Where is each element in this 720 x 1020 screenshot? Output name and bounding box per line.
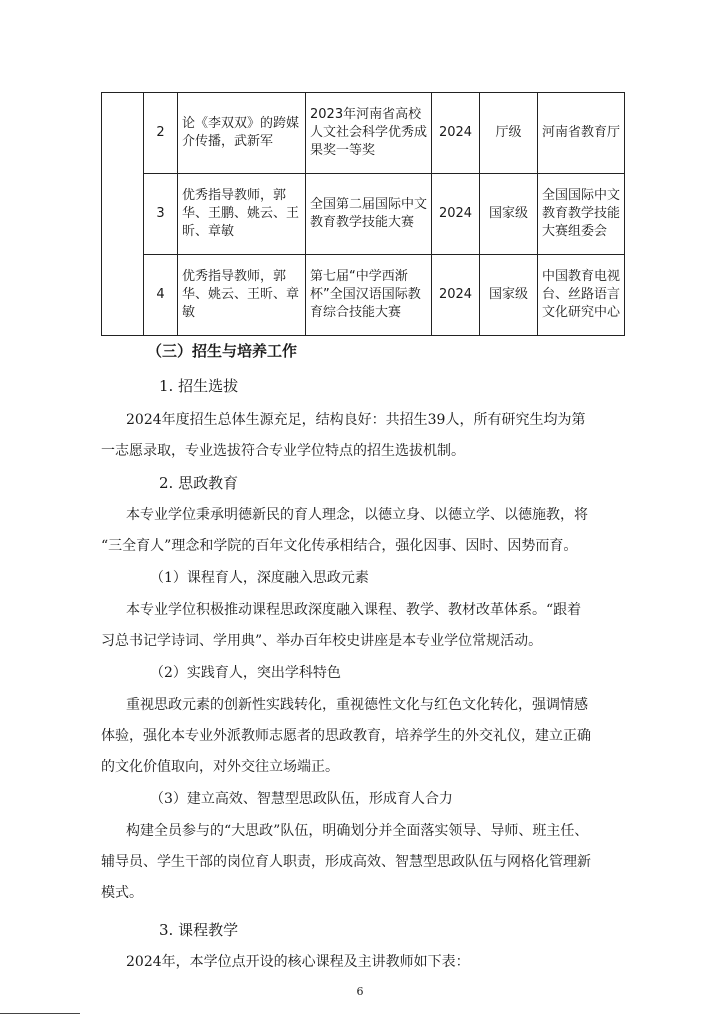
scan-edge-line [0,1013,80,1014]
awarding-organization: 河南省教育厅 [538,93,625,174]
award-name: 第七届“中学西渐杯”全国汉语国际教育综合技能大赛 [306,255,432,336]
paragraph-line: “三全育人”理念和学院的百年文化传承相结合，强化因事、因时、因势而育。 [101,538,578,554]
page-number: 6 [356,985,364,998]
award-year: 2024 [432,255,480,336]
paragraph-line: 构建全员参与的“大思政”队伍，明确划分并全面落实领导、导师、班主任、 [126,823,589,839]
point-heading: （1）课程育人，深度融入思政元素 [150,570,369,586]
achievement-title: 优秀指导教师，郭华、姚云、王昕、章敏 [178,255,306,336]
awarding-organization: 全国国际中文教育教学技能大赛组委会 [538,174,625,255]
award-level: 厅级 [480,93,538,174]
paragraph-line: 的文化价值取向，对外交往立场端正。 [101,759,339,775]
paragraph-line: 重视思政元素的创新性实践转化，重视德性文化与红色文化转化，强调情感 [126,697,588,713]
paragraph-line: 习总书记学诗词、学用典”、举办百年校史讲座是本专业学位常规活动。 [101,633,543,649]
table-row [102,174,625,255]
award-level: 国家级 [480,255,538,336]
subsection-heading-courses: 3. 课程教学 [159,921,239,939]
paragraph-line: 一志愿录取，专业选拔符合专业学位特点的招生选拔机制。 [101,443,465,459]
award-year: 2024 [432,93,480,174]
point-heading: （2）实践育人，突出学科特色 [150,665,341,681]
achievement-title: 优秀指导教师，郭华、王鹏、姚云、王昕、章敏 [178,174,306,255]
subsection-heading-admissions: 1. 招生选拔 [159,377,239,395]
award-name: 全国第二届国际中文教育教学技能大赛 [306,174,432,255]
row-number: 3 [144,174,178,255]
table-row [102,93,625,174]
subsection-heading-ideology: 2. 思政教育 [159,474,239,492]
paragraph-line: 本专业学位秉承明德新民的育人理念，以德立身、以德立学、以德施教，将 [126,507,588,523]
paragraph-line: 本专业学位积极推动课程思政深度融入课程、教学、教材改革体系。“跟着 [126,602,582,618]
paragraph-line: 2024年，本学位点开设的核心课程及主讲教师如下表： [126,954,470,970]
row-number: 4 [144,255,178,336]
table-row [102,255,625,336]
awarding-organization: 中国教育电视台、丝路语言文化研究中心 [538,255,625,336]
award-year: 2024 [432,174,480,255]
row-number: 2 [144,93,178,174]
award-name: 2023年河南省高校人文社会科学优秀成果奖一等奖 [306,93,432,174]
achievement-title: 论《李双双》的跨媒介传播，武新军 [178,93,306,174]
table-category-cell [102,93,144,336]
section-heading: （三）招生与培养工作 [147,342,298,360]
paragraph-line: 2024年度招生总体生源充足，结构良好：共招生39人，所有研究生均为第 [126,412,586,428]
paragraph-line: 模式。 [101,885,143,901]
awards-table [101,92,625,336]
award-level: 国家级 [480,174,538,255]
paragraph-line: 体验，强化本专业外派教师志愿者的思政教育，培养学生的外交礼仪，建立正确 [101,728,591,744]
paragraph-line: 辅导员、学生干部的岗位育人职责，形成高效、智慧型思政队伍与网格化管理新 [101,854,591,870]
point-heading: （3）建立高效、智慧型思政队伍，形成育人合力 [150,791,453,807]
